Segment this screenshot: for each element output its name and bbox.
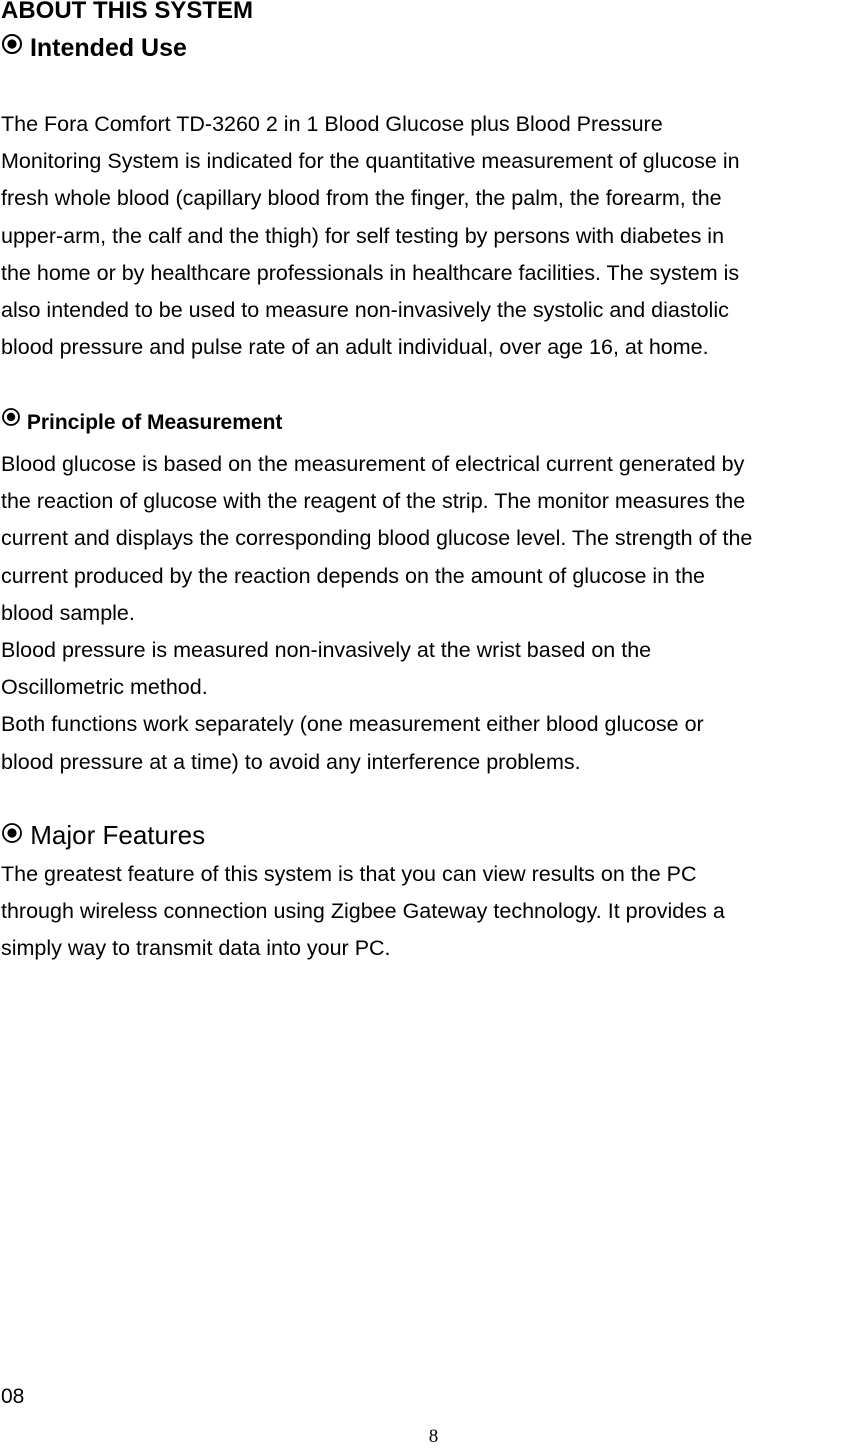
text-line: also intended to be used to measure non-invasively the systolic and diastolic [1,298,729,323]
text-line: Monitoring System is indicated for the quantitative measurement of glucose in [1,149,740,174]
section-heading-label: Intended Use [29,34,187,62]
text-line: the reaction of glucose with the reagent of the strip. The monitor measures the [1,489,746,514]
section-heading-label: Major Features [30,820,206,850]
page-number: 8 [428,1426,439,1447]
section-heading-intended-use [1,33,187,64]
page-title: ABOUT THIS SYSTEM [1,0,254,24]
intended-use-paragraph [1,106,867,366]
text-line: Blood glucose is based on the measurement of electrical current generated by [1,452,745,476]
text-line: The greatest feature of this system is that you can view results on the PC [1,862,697,886]
text-line: Both functions work separately (one measurement either blood glucose or [1,712,704,737]
page-code: 08 [1,1385,25,1408]
section-heading-features [1,820,205,852]
text-line: blood sample. [1,600,135,625]
section-heading-label: Principle of Measurement [26,411,283,434]
principle-paragraph [1,446,867,781]
text-line: the home or by healthcare professionals in healthcare facilities. The system is [1,260,740,285]
text-line: current and displays the corresponding blood glucose level. The strength of the [1,526,753,551]
text-line: The Fora Comfort TD-3260 2 in 1 Blood Glucose plus Blood Pressure [1,112,663,136]
text-line: through wireless connection using Zigbee Gateway technology. It provides a [1,899,725,924]
circled-dot-icon [1,32,23,62]
text-line: current produced by the reaction depends on the amount of glucose in the [1,563,705,588]
text-line: blood pressure and pulse rate of an adult individual, over age 16, at home. [1,335,709,360]
section-heading-principle [1,408,282,438]
text-line: simply way to transmit data into your PC. [1,936,391,961]
text-line: Blood pressure is measured non-invasively at the wrist based on the [1,638,652,663]
text-line: blood pressure at a time) to avoid any interference problems. [1,749,581,774]
circled-dot-icon [1,406,21,436]
text-line: fresh whole blood (capillary blood from the finger, the palm, the forearm, the [1,186,722,211]
text-line: Oscillometric method. [1,675,208,700]
text-line: upper-arm, the calf and the thigh) for self testing by persons with diabetes in [1,223,725,248]
features-paragraph [1,856,867,968]
circled-dot-icon [1,820,23,850]
